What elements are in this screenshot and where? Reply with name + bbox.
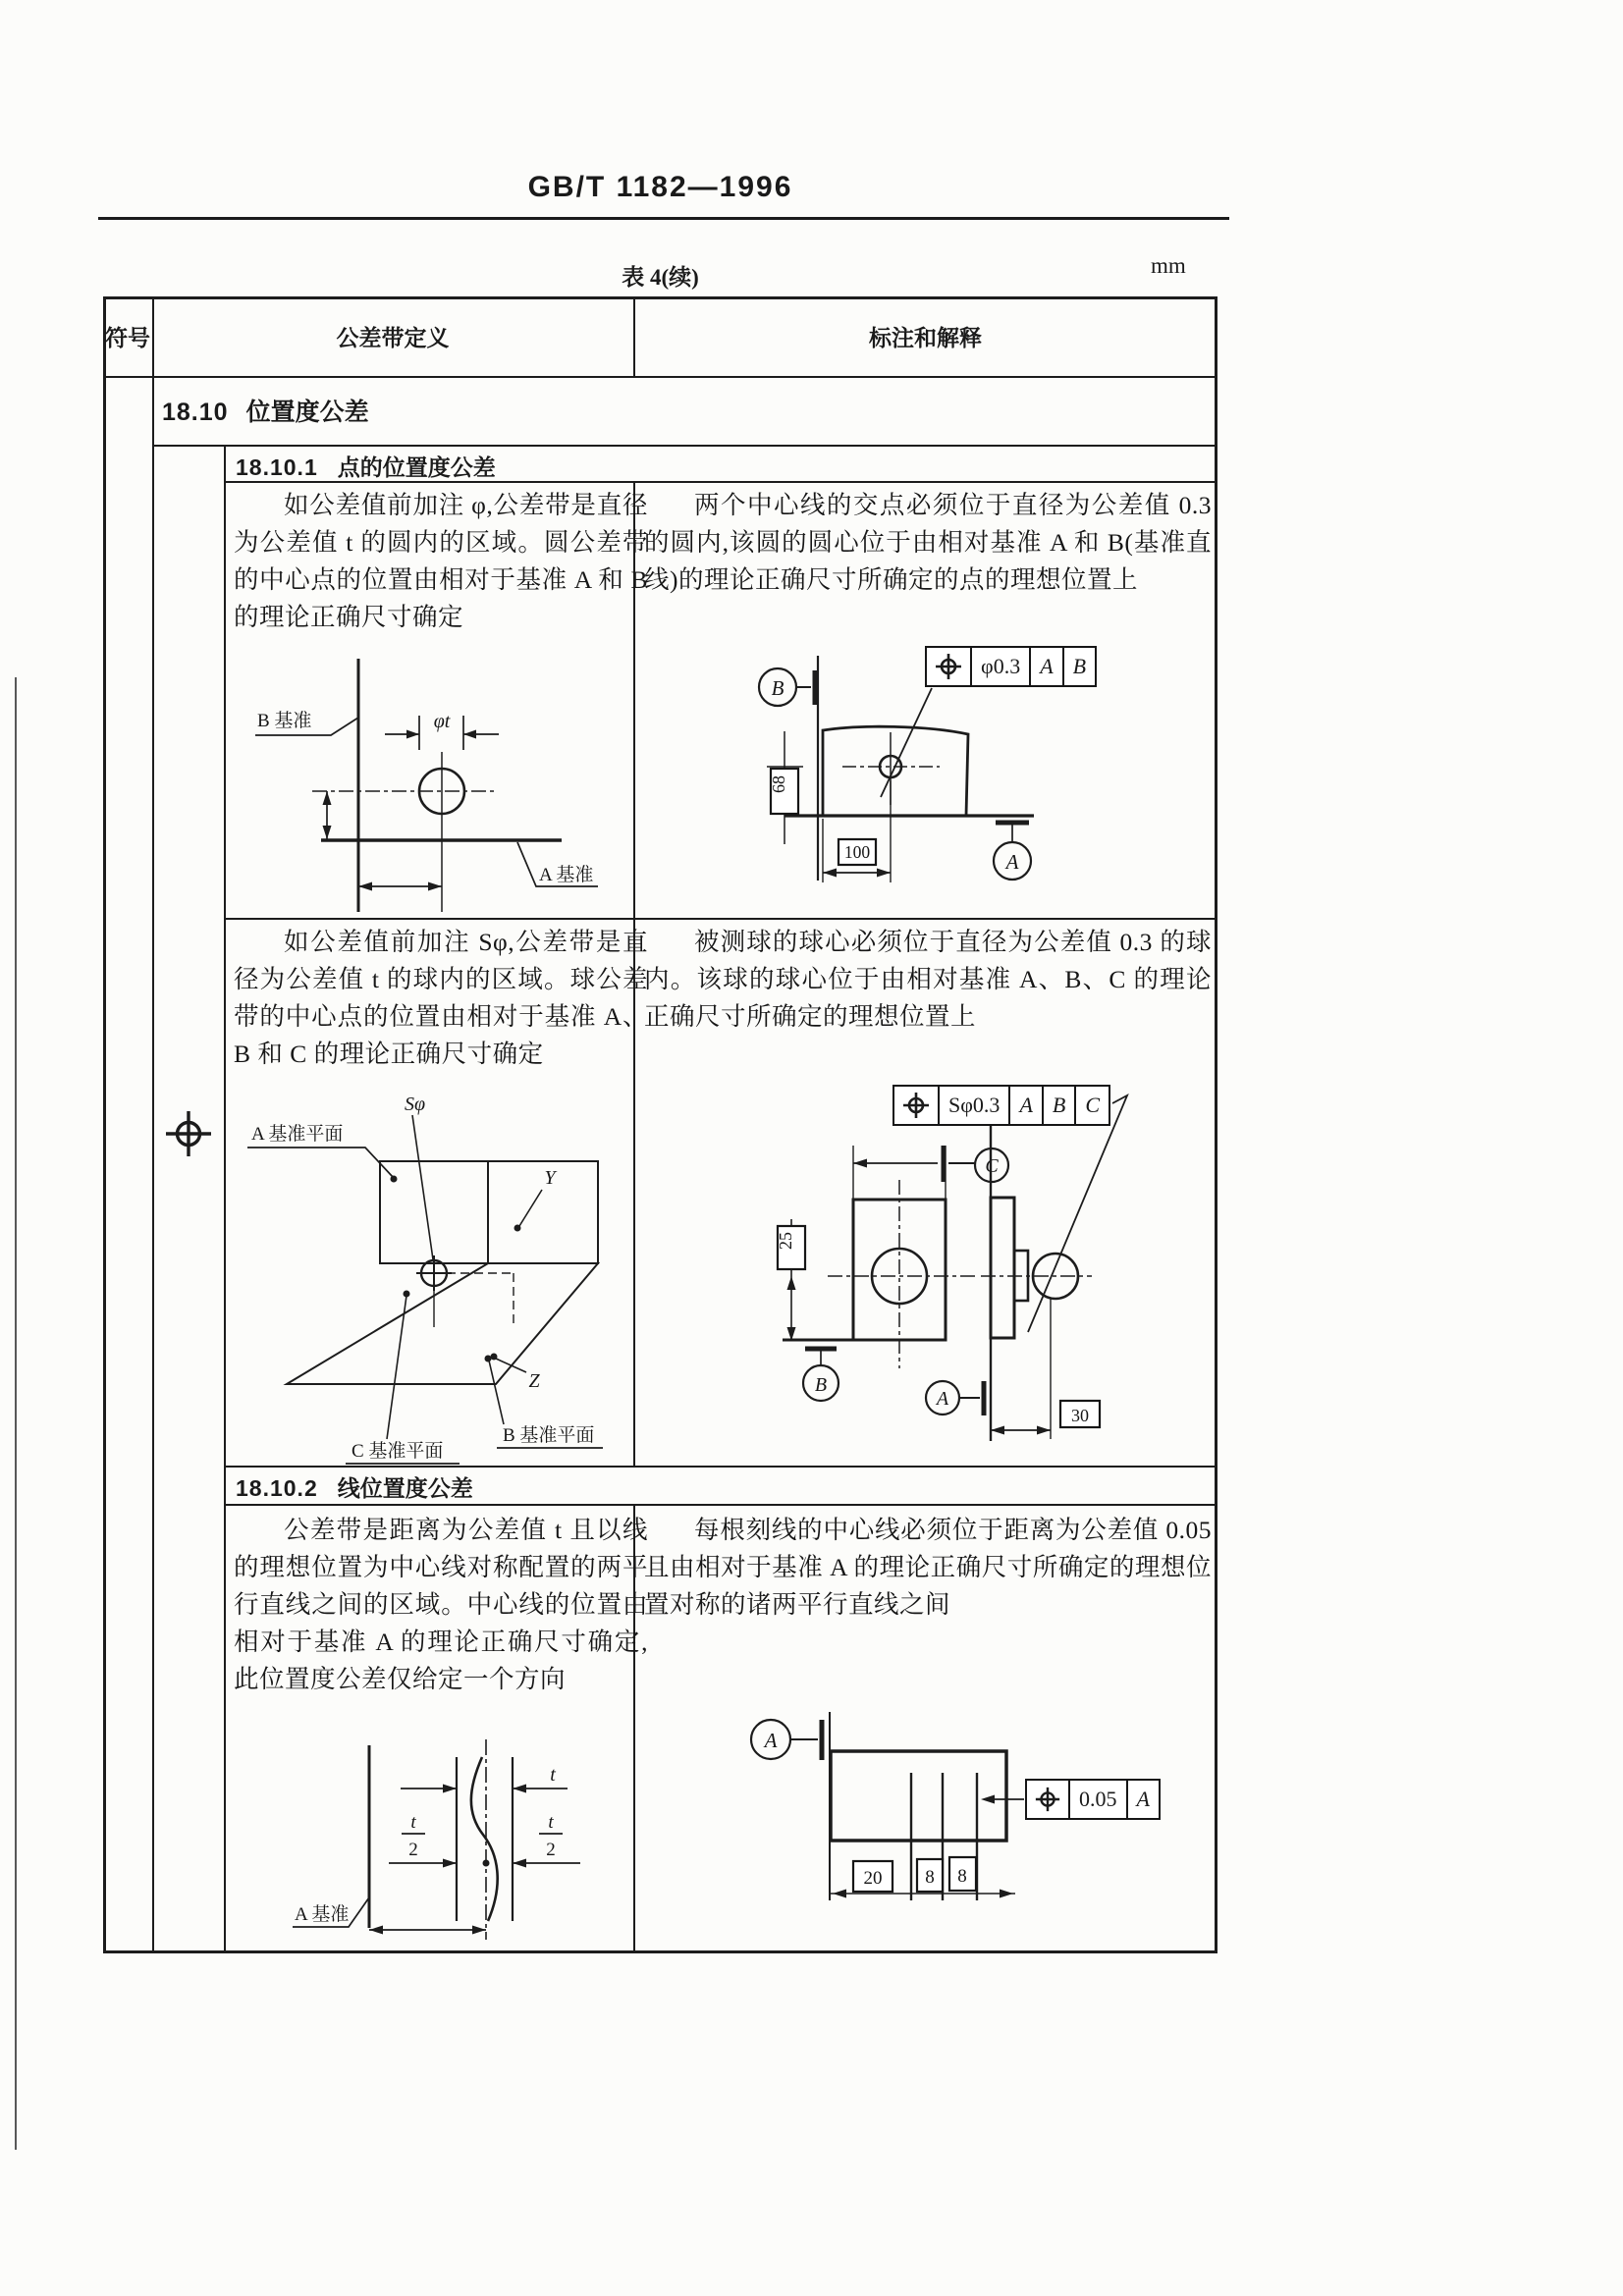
sphere-marker [416, 1255, 514, 1327]
datum-b-callout [759, 668, 815, 706]
interpretation-text-line-position: 每根刻线的中心线必须位于距离为公差值 0.05 且由相对于基准 A 的理论正确尺寸所确定的理想位置对称的诸两平行直线之间 [644, 1516, 1212, 1619]
fcf-leader [881, 688, 932, 797]
axis-y-label: Y [544, 1167, 556, 1189]
diagram-sphere-zone-3d [224, 1073, 630, 1466]
dim-100-value: 100 [843, 842, 871, 862]
fcf-datum-ref-b: B [1042, 1087, 1074, 1124]
datum-b-line [255, 659, 358, 912]
fcf-datum-ref-a: A [1126, 1781, 1159, 1818]
t-dimension [401, 1785, 568, 1793]
phi-t-label: φt [433, 711, 451, 732]
dim-8-value: 8 [957, 1866, 967, 1887]
grid-line [152, 445, 1217, 447]
diagram-point-zone [224, 631, 630, 920]
frac-numerator: t [410, 1812, 416, 1833]
t-label: t [550, 1764, 556, 1786]
dimension-100 [823, 780, 891, 882]
fcf-datum-ref-b: B [1062, 648, 1095, 685]
dim-20-value: 20 [863, 1868, 883, 1889]
datum-a-letter: A [1005, 850, 1019, 874]
feature-control-frame-point [925, 646, 1097, 687]
definition-text-point-circle: 如公差值前加注 φ,公差带是直径为公差值 t 的圆内的区域。圆公差带的中心点的位置由相对于基准 A 和 B 的理论正确尺寸确定 [234, 491, 648, 631]
frac-denominator: 2 [546, 1840, 556, 1860]
datum-a-label: A 基准 [295, 1904, 350, 1925]
grid-line [103, 376, 1217, 378]
col-header-definition: 公差带定义 [336, 325, 450, 350]
sphere-dia-label: Sφ [405, 1094, 426, 1115]
position-symbol-icon [901, 1091, 931, 1120]
sphere-dia-leader [412, 1115, 433, 1259]
fcf-datum-ref-a: A [1008, 1087, 1041, 1124]
axis-z-label: Z [528, 1370, 540, 1392]
grid-line [224, 1466, 1217, 1468]
fcf-symbol-cell [894, 1087, 938, 1124]
vertical-dimension [323, 791, 332, 839]
fcf-leader [1028, 1095, 1127, 1332]
diagram-point-example [633, 626, 1215, 921]
plane-a-leader [247, 1148, 398, 1183]
horizontal-dimension [358, 882, 442, 891]
fcf-tolerance-value: 0.05 [1068, 1781, 1126, 1818]
axis-y-leader [514, 1190, 543, 1232]
frac-numerator: t [548, 1812, 554, 1833]
datum-a-label: A 基准 [539, 865, 594, 885]
plane-a-label: A 基准平面 [251, 1124, 344, 1145]
position-symbol-icon [1034, 1786, 1061, 1813]
datum-a-callout [751, 1720, 822, 1760]
side-view [981, 1101, 1092, 1441]
part-outline [823, 726, 968, 816]
fcf-tolerance-value: φ0.3 [970, 648, 1029, 685]
table-caption: 表 4(续) [622, 265, 699, 290]
feature-control-frame-line [1025, 1779, 1161, 1820]
frac-denominator: 2 [408, 1840, 418, 1860]
top-dimension [853, 1146, 975, 1200]
subsection-row-18102 [236, 1470, 473, 1503]
scan-artifact-line [15, 677, 17, 2150]
definition-text-line-position: 公差带是距离为公差值 t 且以线的理想位置为中心线对称配置的两平行直线之间的区域。中心线的位置由相对于基准 A 的理论正确尺寸确定,此位置度公差仅给定一个方向 [234, 1516, 648, 1693]
plane-c-leader [346, 1291, 460, 1465]
subsection-row-18101 [236, 450, 496, 482]
fcf-datum-ref-a: A [1029, 648, 1061, 685]
position-symbol-icon [934, 652, 963, 681]
centerlines [312, 752, 498, 912]
tolerance-zone-lines [457, 1739, 513, 1940]
position-symbol-icon [157, 1102, 220, 1165]
dim-30-value: 30 [1071, 1406, 1089, 1425]
dim-8-value: 8 [925, 1867, 935, 1888]
part-outline [831, 1751, 1006, 1841]
subsection-number: 18.10.1 [236, 454, 318, 480]
col-header-symbol: 符号 [105, 325, 150, 350]
datum-b-label: B 基准 [257, 711, 312, 731]
datum-c-letter: C [985, 1155, 999, 1177]
fcf-tolerance-value: Sφ0.3 [938, 1087, 1008, 1124]
section-row [162, 393, 369, 428]
location-dimension [369, 1926, 486, 1935]
header-rule [98, 217, 1229, 220]
datum-a-letter: A [764, 1729, 778, 1752]
fcf-datum-ref-c: C [1074, 1087, 1109, 1124]
plane-c-label: C 基准平面 [352, 1441, 444, 1462]
datum-a-callout [926, 1381, 984, 1415]
dim-68-value: 68 [769, 775, 788, 793]
section-number: 18.10 [162, 399, 229, 426]
fcf-leader [981, 1795, 1024, 1804]
fcf-symbol-cell [927, 648, 970, 685]
plane-b-label: B 基准平面 [503, 1425, 595, 1446]
front-view [783, 1180, 979, 1368]
diagram-sphere-example [633, 1068, 1215, 1463]
unit-label: mm [1151, 253, 1186, 278]
datum-b-letter: B [814, 1374, 828, 1396]
section-title: 位置度公差 [245, 399, 369, 426]
subsection-number: 18.10.2 [236, 1475, 318, 1501]
col-header-interpretation: 标注和解释 [869, 325, 982, 350]
grid-line [224, 1504, 1217, 1506]
grid-line [152, 296, 154, 1953]
interpretation-text-point-sphere: 被测球的球心必须位于直径为公差值 0.3 的球内。该球的球心位于由相对基准 A、B、C 的理论正确尺寸所确定的理想位置上 [644, 928, 1212, 1031]
definition-text-point-sphere: 如公差值前加注 Sφ,公差带是直径为公差值 t 的球内的区域。球公差带的中心点的位置由相对于基准 A、B 和 C 的理论正确尺寸确定 [234, 928, 648, 1068]
bottom-dimensions [831, 1857, 1015, 1898]
fcf-symbol-cell [1027, 1781, 1068, 1818]
subsection-title: 点的位置度公差 [337, 454, 496, 480]
datum-b-letter: B [771, 676, 784, 700]
interpretation-text-point-circle: 两个中心线的交点必须位于直径为公差值 0.3 的圆内,该圆的圆心位于由相对基准 A 和 B(基准直线)的理论正确尺寸所确定的点的理想位置上 [644, 491, 1212, 594]
standard-number: GB/T 1182—1996 [527, 171, 793, 203]
subsection-title: 线位置度公差 [337, 1475, 473, 1501]
dim-25-value: 25 [776, 1232, 795, 1250]
feature-control-frame-sphere [893, 1085, 1110, 1126]
diagram-line-zone [224, 1710, 630, 1951]
datum-a-letter: A [936, 1388, 949, 1410]
